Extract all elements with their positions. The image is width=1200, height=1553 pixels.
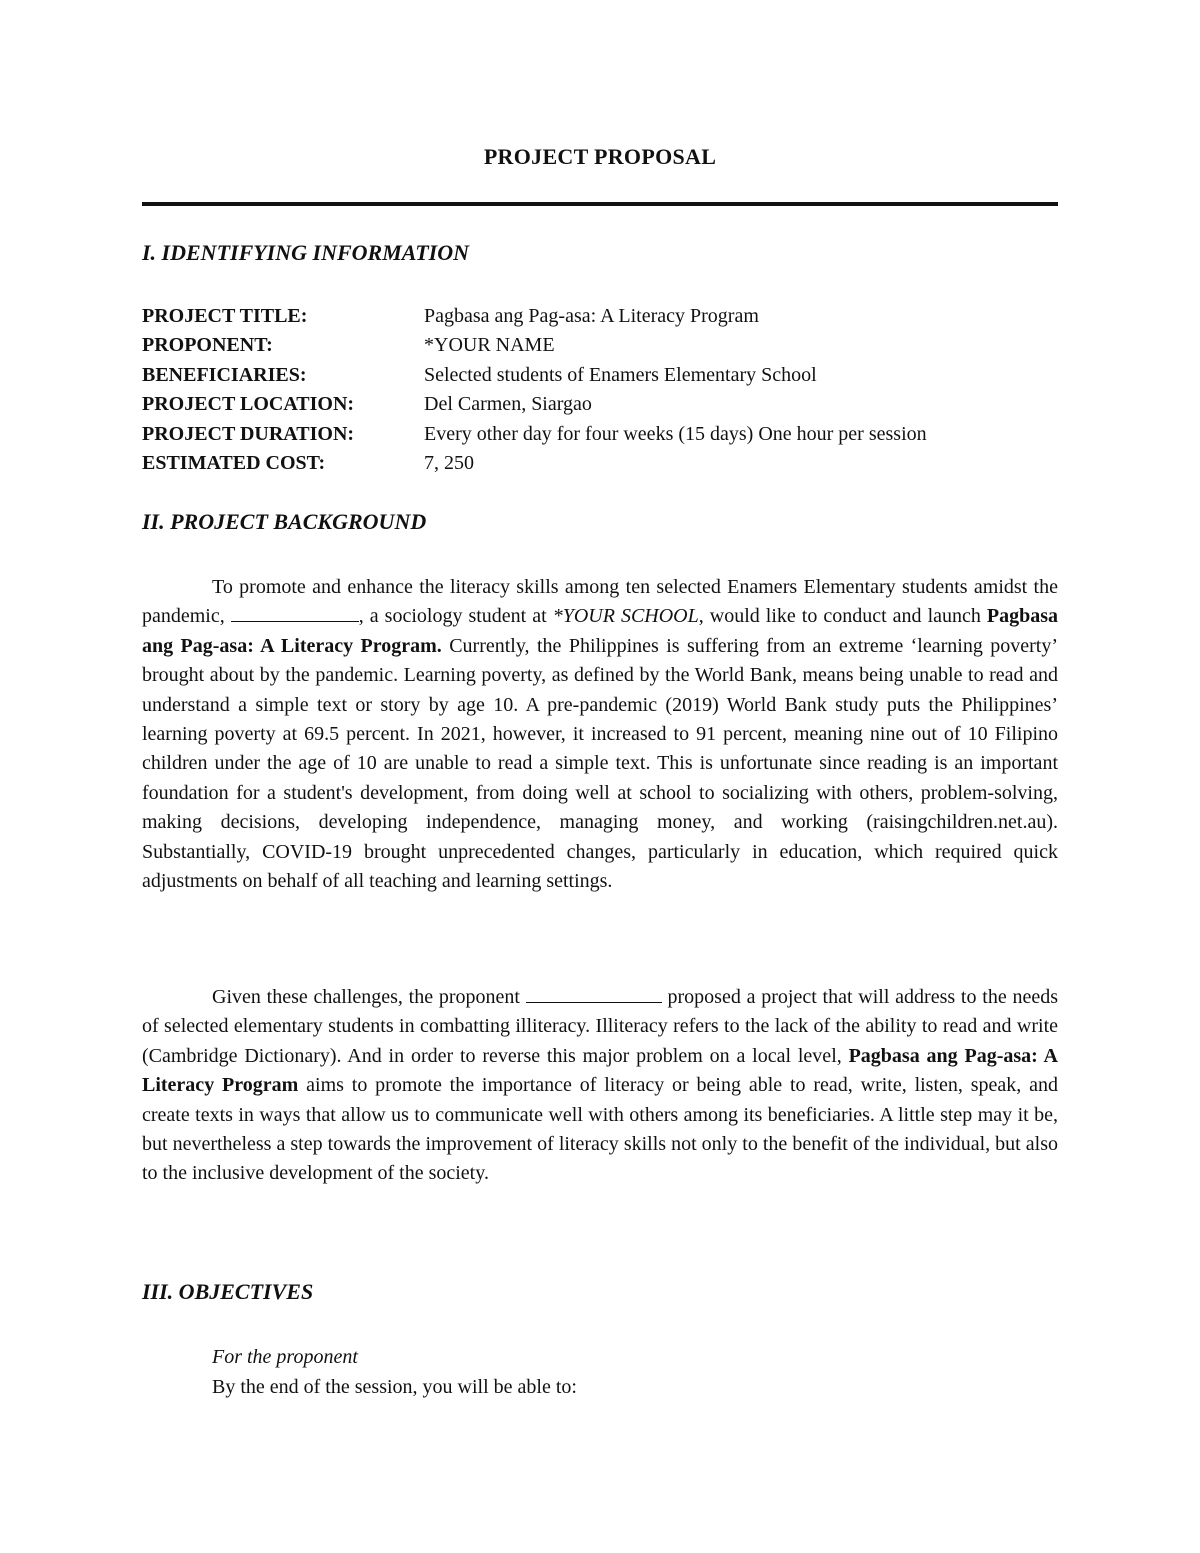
info-row-project-duration: [142, 420, 1058, 449]
background-paragraph-1: [142, 573, 1058, 896]
info-value: *YOUR NAME: [424, 334, 555, 357]
info-label: ESTIMATED COST:: [142, 451, 326, 474]
page-title: PROJECT PROPOSAL: [483, 144, 717, 169]
paragraph-text: Currently, the Philippines is suffering from an extreme ‘learning poverty’ brought about by the pandemic. Learning poverty, as defined by the World Bank, means being unable to read and understand a simple text or story by age 10. A pre-pandemic (2019) World Bank study puts the Philippines’ learning poverty at 69.5 percent. In 2021, however, it increased to 91 percent, meaning nine out of 10 Filipino children under the age of 10 are unable to read a simple text. This is unfortunate since reading is an important foundation for a student's development, from doing well at school to socializing with others, problem-solving, making decisions, developing independence, managing money, and working (raisingchildren.net.au). Substantially, COVID-19 brought unprecedented changes, particularly in education, which required quick adjustments on behalf of all teaching and learning settings.: [142, 634, 1058, 893]
identifying-information-table: [142, 302, 1058, 478]
section-heading-identifying-information: I. IDENTIFYING INFORMATION: [142, 240, 470, 265]
school-placeholder: *YOUR SCHOOL: [552, 605, 699, 628]
name-blank-line: [231, 603, 359, 622]
paragraph-text: proposed a project that will address to the needs of selected elementary students in combatting illiteracy. Illiteracy refers to the lack of the ability to read and write (Cambridge Dictionary). And in order to reverse this major problem on a local level,: [142, 986, 1058, 1067]
info-row-proponent: [142, 331, 1058, 360]
info-value: 7, 250: [424, 451, 474, 474]
title-divider: [142, 202, 1058, 206]
paragraph-text: Given these challenges, the proponent: [212, 986, 526, 1008]
section-heading-project-background: II. PROJECT BACKGROUND: [142, 509, 427, 534]
program-name: Pagbasa ang Pag-asa: A Literacy Program.: [142, 605, 1059, 657]
info-value: Every other day for four weeks (15 days) One hour per session: [424, 422, 927, 445]
objectives-intro: By the end of the session, you will be able to:: [212, 1376, 577, 1398]
info-row-project-location: [142, 390, 1058, 419]
paragraph-text: To promote and enhance the literacy skills among ten selected Enamers Elementary students amidst the pandemic,: [142, 576, 1058, 628]
program-name: Pagbasa ang Pag-asa: A Literacy Program: [142, 1044, 1059, 1097]
info-label: BENEFICIARIES:: [142, 363, 307, 386]
objectives-subheading: For the proponent: [212, 1346, 358, 1368]
info-label: PROJECT LOCATION:: [142, 393, 355, 416]
info-row-beneficiaries: [142, 361, 1058, 390]
section-heading-objectives: III. OBJECTIVES: [142, 1279, 314, 1304]
info-value: Selected students of Enamers Elementary School: [424, 363, 817, 386]
info-row-project-title: [142, 302, 1058, 331]
info-label: PROJECT DURATION:: [142, 422, 355, 445]
info-value: Del Carmen, Siargao: [424, 393, 592, 416]
paragraph-text: , would like to conduct and launch: [698, 605, 987, 628]
info-row-estimated-cost: [142, 449, 1058, 478]
info-label: PROJECT TITLE:: [142, 305, 308, 327]
paragraph-text: , a sociology student at: [358, 605, 553, 628]
document-page: [142, 0, 1058, 1553]
paragraph-text: aims to promote the importance of literacy or being able to read, write, listen, speak, and create texts in ways that allow us to communicate well with others among its beneficiaries. A little step may it be, but nevertheless a step towards the improvement of literacy skills not only to the benefit of the individual, but also to the inclusive development of the society.: [142, 1074, 1058, 1185]
info-label: PROPONENT:: [142, 334, 273, 357]
proponent-blank-line: [526, 984, 662, 1003]
info-value: Pagbasa ang Pag-asa: A Literacy Program: [424, 305, 759, 327]
background-paragraph-2: [142, 983, 1058, 1189]
